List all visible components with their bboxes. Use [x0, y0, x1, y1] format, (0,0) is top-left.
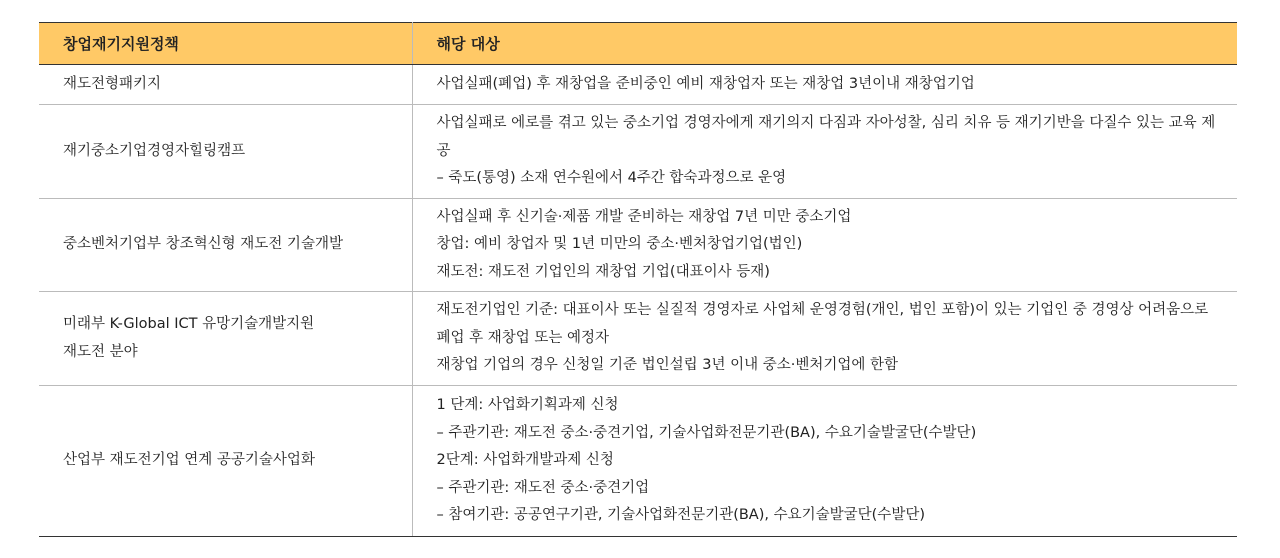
target-cell: [412, 292, 1237, 386]
target-line: 사업실패 후 신기술·제품 개발 준비하는 재창업 7년 미만 중소기업: [436, 208, 852, 225]
policy-name: 재도전형패키지: [63, 75, 162, 92]
policy-name: 중소벤처기업부 창조혁신형 재도전 기술개발: [63, 236, 343, 253]
policy-name: 산업부 재도전기업 연계 공공기술사업화: [63, 452, 315, 469]
target-line: 1 단계: 사업화기획과제 신청: [436, 397, 619, 414]
table-row: [39, 199, 1237, 292]
policy-cell: [39, 105, 412, 199]
policy-cell: [39, 386, 412, 537]
target-line: 재도전기업인 기준: 대표이사 또는 실질적 경영자로 사업체 운영경험(개인, 법인 포함)이 있는 기업인 중 경영상 어려움으로 폐업 후 재창업 또는 예정자: [436, 302, 1209, 346]
policy-table-container: [39, 22, 1237, 537]
header-target: 해당 대상: [412, 23, 1237, 65]
target-line: 창업: 예비 창업자 및 1년 미만의 중소·벤처창업기업(법인): [436, 236, 803, 253]
target-line: 재도전: 재도전 기업인의 재창업 기업(대표이사 등재): [436, 263, 770, 280]
target-line: – 주관기관: 재도전 중소·중견기업, 기술사업화전문기관(BA), 수요기술발굴단(수발단): [436, 424, 977, 441]
header-row: [39, 23, 1237, 65]
target-line: 사업실패로 에로를 겪고 있는 중소기업 경영자에게 재기의지 다짐과 자아성찰, 심리 치유 등 재기기반을 다질수 있는 교육 제공: [436, 115, 1216, 159]
policy-cell: [39, 292, 412, 386]
target-cell: [412, 199, 1237, 292]
target-line: – 참여기관: 공공연구기관, 기술사업화전문기관(BA), 수요기술발굴단(수발단): [436, 507, 925, 524]
table-body: [39, 65, 1237, 537]
policy-name: 재도전 분야: [63, 343, 138, 360]
policy-name: 미래부 K-Global ICT 유망기술개발지원: [63, 316, 315, 332]
policy-cell: [39, 65, 412, 105]
target-cell: [412, 65, 1237, 105]
policy-table: [39, 22, 1237, 537]
target-line: – 주관기관: 재도전 중소·중견기업: [436, 479, 650, 496]
table-row: [39, 65, 1237, 105]
target-line: – 죽도(통영) 소재 연수원에서 4주간 합숙과정으로 운영: [436, 170, 787, 187]
target-line: 2단계: 사업화개발과제 신청: [436, 452, 614, 469]
target-line: 재창업 기업의 경우 신청일 기준 법인설립 3년 이내 중소·벤처기업에 한함: [436, 357, 899, 374]
target-cell: [412, 386, 1237, 537]
header-policy: 창업재기지원정책: [39, 23, 412, 65]
table-row: [39, 292, 1237, 386]
target-cell: [412, 105, 1237, 199]
target-line: 사업실패(폐업) 후 재창업을 준비중인 예비 재창업자 또는 재창업 3년이내 재창업기업: [436, 75, 975, 92]
policy-cell: [39, 199, 412, 292]
table-row: [39, 105, 1237, 199]
table-row: [39, 386, 1237, 537]
policy-name: 재기중소기업경영자힐링캠프: [63, 142, 246, 159]
table-header: [39, 23, 1237, 65]
